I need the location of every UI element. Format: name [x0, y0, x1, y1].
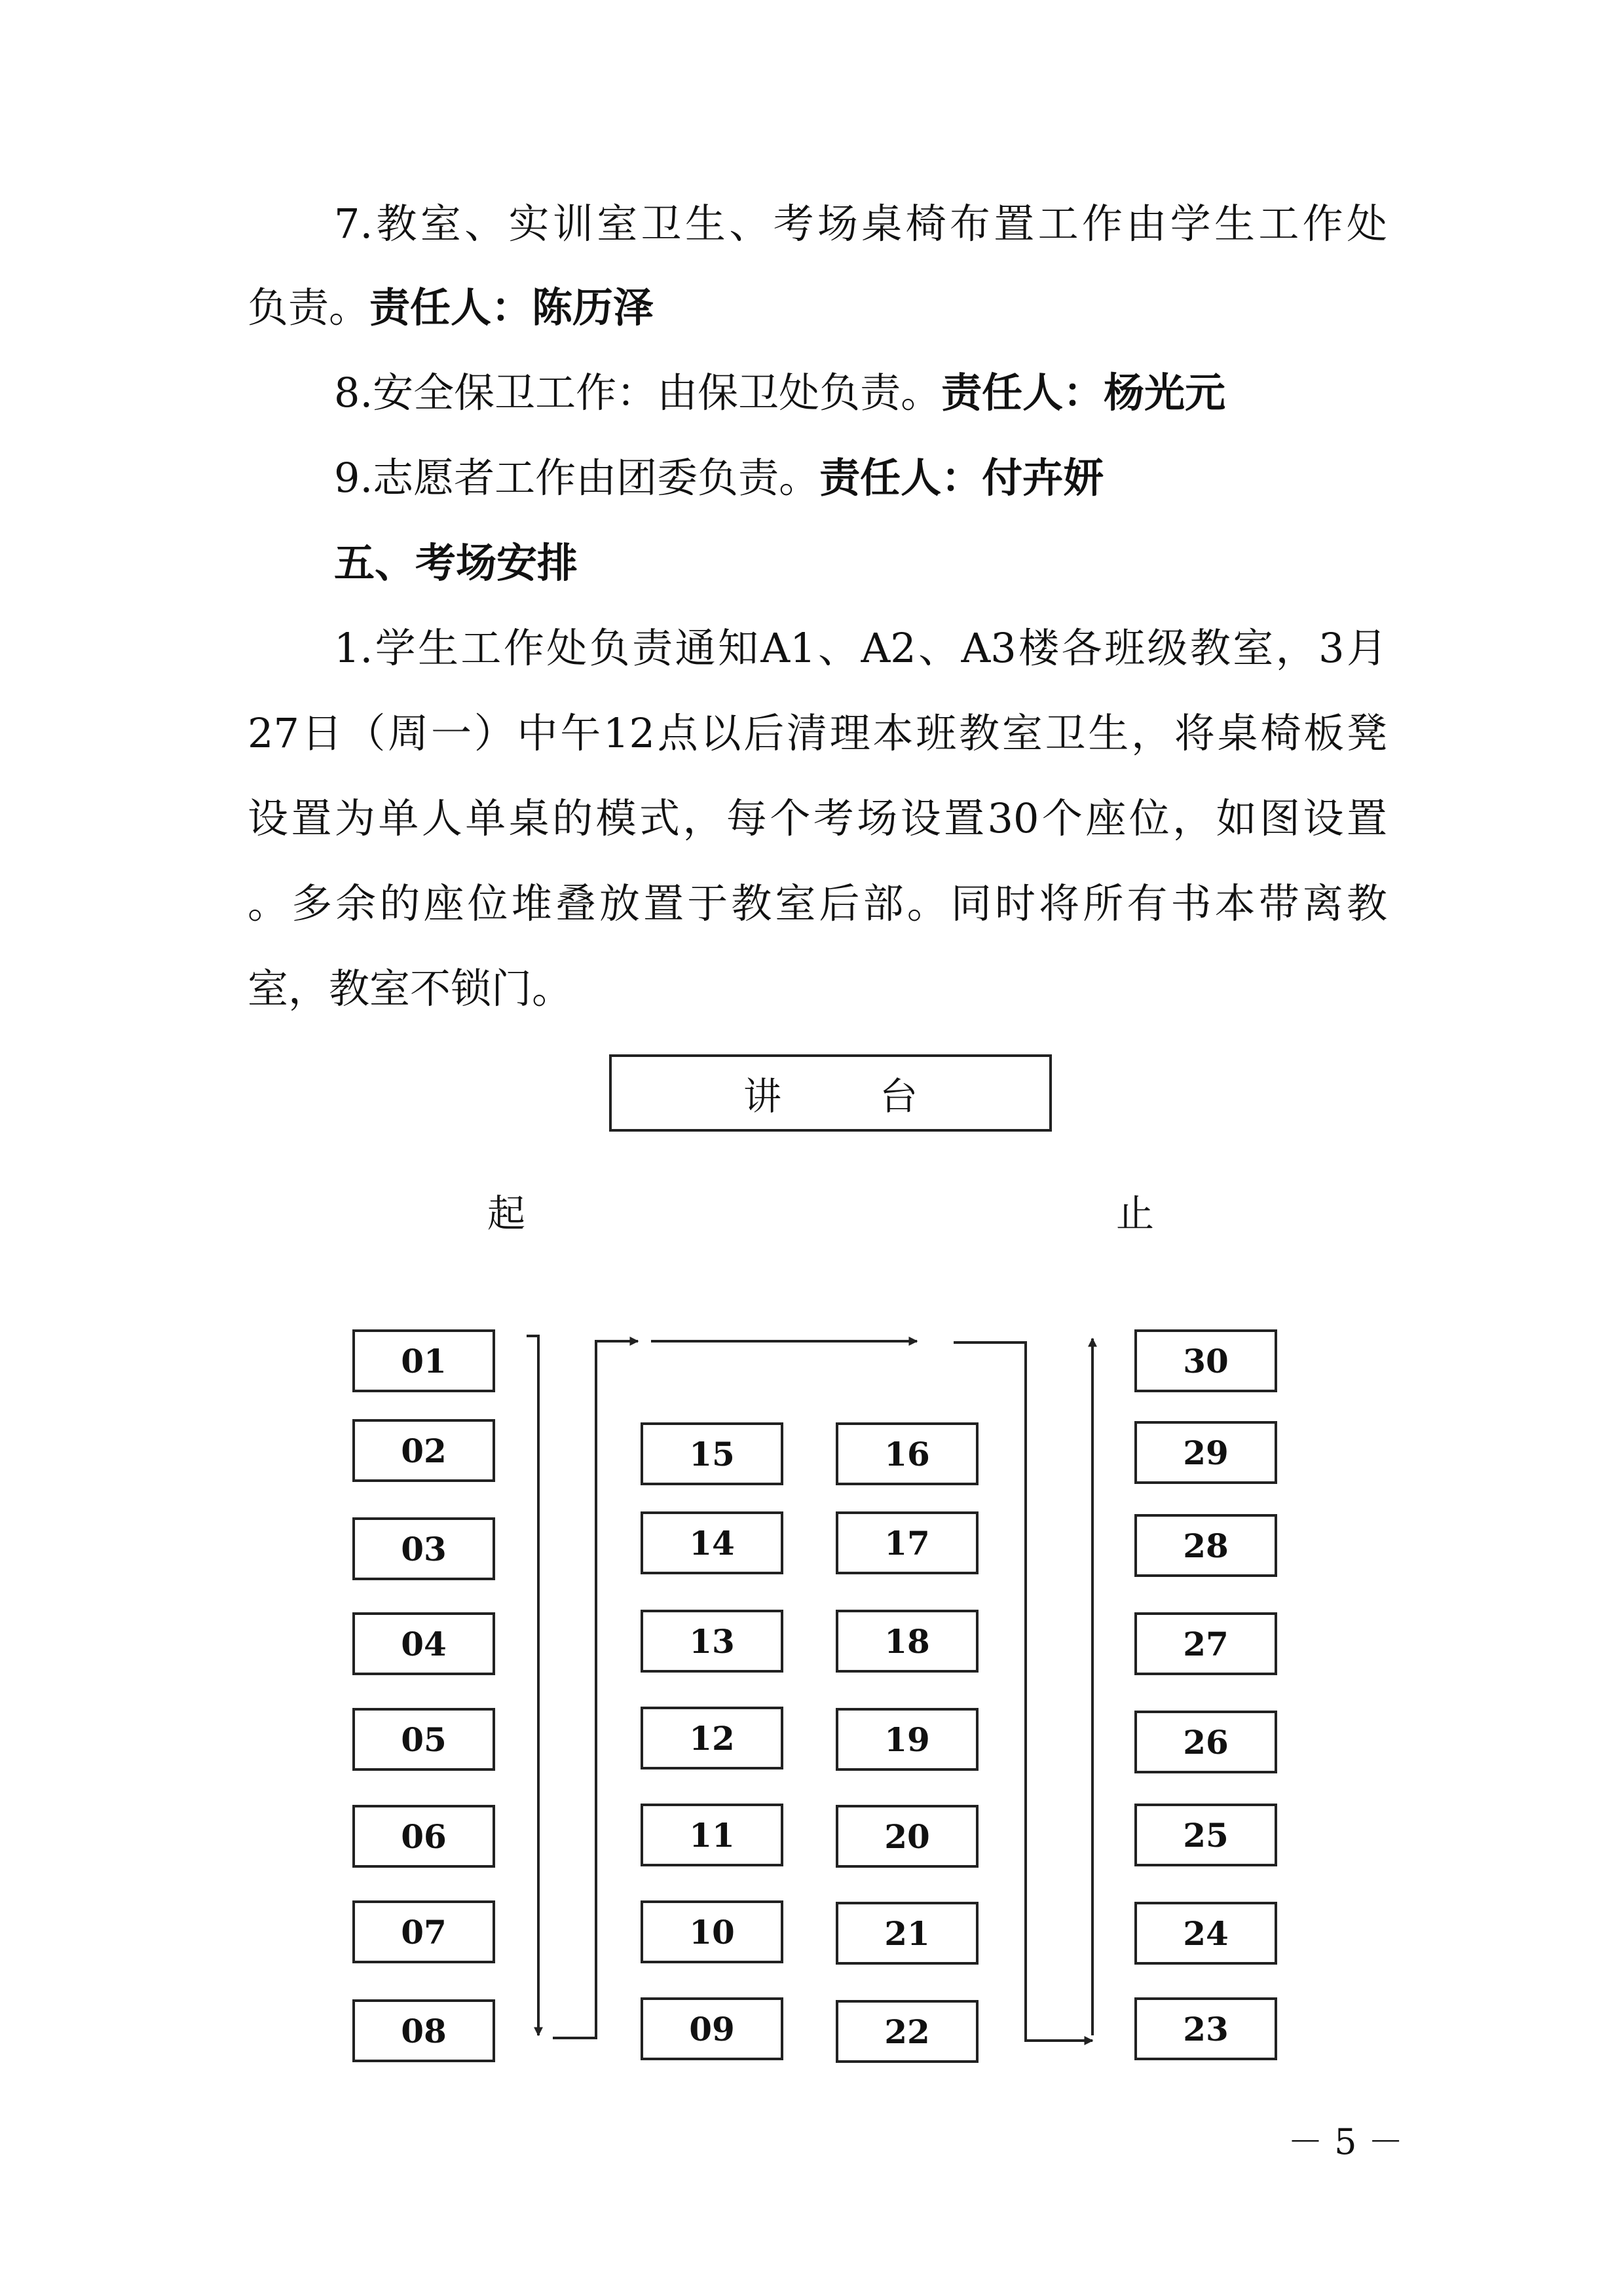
item9-responsible-label: 责任人：: [819, 454, 982, 502]
seat-box: 08: [352, 1999, 495, 2062]
seat-box: 22: [836, 2000, 979, 2063]
section-heading: 五、考场安排: [334, 539, 578, 587]
flow-arrow-up-left: [553, 1341, 638, 2038]
seat-box: 19: [836, 1708, 979, 1771]
start-label: 起: [487, 1191, 526, 1236]
end-label: 止: [1116, 1191, 1155, 1236]
seat-box: 29: [1134, 1421, 1277, 1484]
arrange-line4: 。多余的座位堆叠放置于教室后部。同时将所有书本带离教: [248, 880, 1387, 927]
seat-box: 05: [352, 1708, 495, 1771]
arrange-line2: 27日（周一）中午12点以后清理本班教室卫生，将桌椅板凳: [248, 709, 1387, 757]
item8-responsible-name: 杨光元: [1104, 369, 1226, 417]
seat-box: 27: [1134, 1612, 1277, 1675]
seat-box: 24: [1134, 1902, 1277, 1965]
seat-box: 23: [1134, 1997, 1277, 2060]
seat-box: 06: [352, 1805, 495, 1868]
item7-text: 负责。: [248, 284, 370, 331]
seat-box: 10: [641, 1900, 783, 1963]
seat-box: 16: [836, 1422, 979, 1485]
flow-arrow-down: [527, 1336, 538, 2035]
seat-box: 01: [352, 1329, 495, 1392]
seat-box: 28: [1134, 1514, 1277, 1577]
seat-box: 07: [352, 1900, 495, 1963]
seat-box: 04: [352, 1612, 495, 1675]
item9-responsible-name: 付卉妍: [982, 454, 1104, 502]
seat-box: 20: [836, 1805, 979, 1868]
seat-box: 09: [641, 1997, 783, 2060]
item8-responsible-label: 责任人：: [941, 369, 1104, 417]
seat-box: 30: [1134, 1329, 1277, 1392]
seat-box: 03: [352, 1517, 495, 1580]
seat-box: 12: [641, 1707, 783, 1769]
arrange-line5: 室，教室不锁门。: [248, 965, 573, 1012]
seat-box: 11: [641, 1804, 783, 1866]
seat-box: 15: [641, 1422, 783, 1485]
item7-responsible-label: 责任人：: [369, 284, 532, 331]
item7-line1: 7.教室、实训室卫生、考场桌椅布置工作由学生工作处: [334, 200, 1387, 248]
seat-box: 14: [641, 1511, 783, 1574]
seat-box: 17: [836, 1511, 979, 1574]
seat-box: 21: [836, 1902, 979, 1965]
arrange-line3: 设置为单人单桌的模式，每个考场设置30个座位，如图设置: [248, 794, 1387, 842]
seat-box: 18: [836, 1610, 979, 1673]
podium-box: 讲台: [609, 1054, 1052, 1132]
seat-box: 02: [352, 1419, 495, 1482]
item9-text: 9.志愿者工作由团委负责。: [334, 454, 820, 502]
page-number: － 5 －: [1288, 2121, 1404, 2162]
item7-responsible-name: 陈历泽: [532, 284, 654, 331]
item8-text: 8.安全保卫工作：由保卫处负责。: [334, 369, 942, 417]
arrange-line1: 1.学生工作处负责通知A1、A2、A3楼各班级教室，3月: [334, 624, 1387, 672]
seat-box: 25: [1134, 1804, 1277, 1866]
seat-box: 13: [641, 1610, 783, 1673]
seat-box: 26: [1134, 1711, 1277, 1773]
